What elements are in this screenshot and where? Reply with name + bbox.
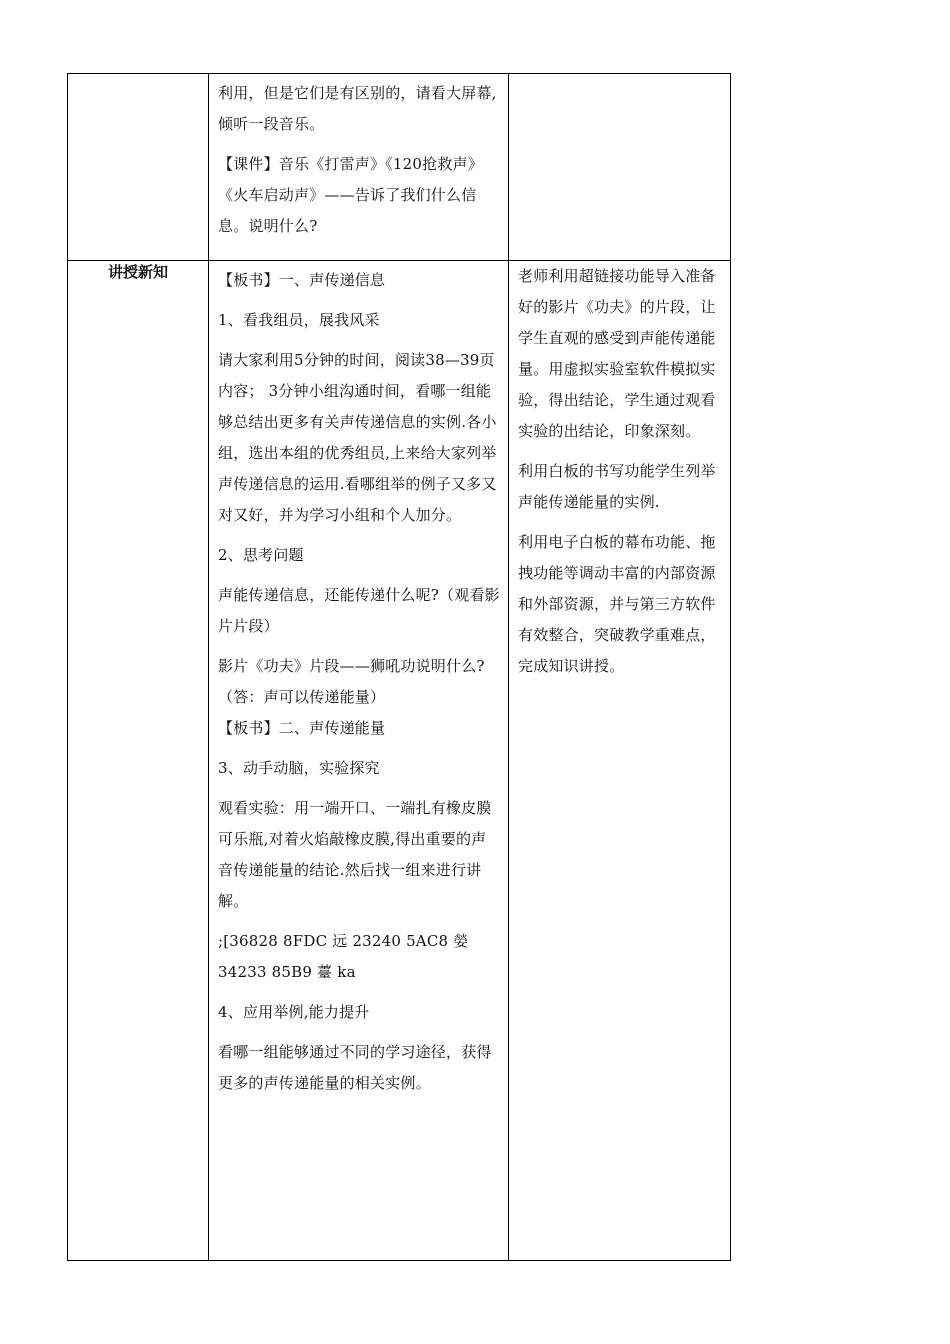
content-paragraph: 请大家利用5分钟的时间，阅读38—39页内容； 3分钟小组沟通时间，看哪一组能够总结出更多有关声传递信息的实例.各小组，选出本组的优秀组员,上来给大家列举声传递信息的运用.看哪组举的例子又多又对又好，并为学习小组和个人加分。 xyxy=(218,351,497,524)
content-paragraph: 【课件】音乐《打雷声》《120抢救声》《火车启动声》——告诉了我们什么信息。说明什么? xyxy=(218,155,483,235)
content-paragraph: 【板书】二、声传递能量 xyxy=(218,719,386,737)
table-row xyxy=(68,261,731,1261)
content-paragraph: 【板书】一、声传递信息 xyxy=(218,271,386,289)
content-paragraph: 2、思考问题 xyxy=(218,546,304,564)
row2-content-cell xyxy=(209,261,509,1261)
notes-paragraph: 利用电子白板的幕布功能、拖拽功能等调动丰富的内部资源和外部资源，并与第三方软件有效整合，突破教学重难点，完成知识讲授。 xyxy=(518,533,716,675)
notes-paragraph: 老师利用超链接功能导入准备好的影片《功夫》的片段，让学生直观的感受到声能传递能量。用虚拟实验室软件模拟实验，得出结论，学生通过观看实验的出结论，印象深刻。 xyxy=(518,267,716,440)
notes-paragraph: 利用白板的书写功能学生列举声能传递能量的实例. xyxy=(518,462,716,511)
content-paragraph: ;[36828 8FDC 远 23240 5AC8 嫈 34233 85B9 薹 ka xyxy=(218,932,469,981)
row1-label-cell xyxy=(68,74,209,261)
content-paragraph: 4、应用举例,能力提升 xyxy=(218,1003,370,1021)
content-paragraph: 3、动手动脑，实验探究 xyxy=(218,759,380,777)
section-label: 讲授新知 xyxy=(68,261,209,1261)
table-row xyxy=(68,74,731,261)
row2-notes-cell xyxy=(509,261,731,1261)
content-paragraph: 声能传递信息，还能传递什么呢?（观看影片片段） xyxy=(218,586,500,635)
row1-notes-cell xyxy=(509,74,731,261)
content-paragraph: 观看实验：用一端开口、一端扎有橡皮膜可乐瓶,对着火焰敲橡皮膜,得出重要的声音传递能量的结论.然后找一组来进行讲解。 xyxy=(218,799,492,910)
content-paragraph: 利用，但是它们是有区别的，请看大屏幕,倾听一段音乐。 xyxy=(218,84,497,133)
content-paragraph: 看哪一组能够通过不同的学习途径，获得更多的声传递能量的相关实例。 xyxy=(218,1043,492,1092)
content-paragraph: 1、看我组员，展我风采 xyxy=(218,311,380,329)
lesson-plan-table xyxy=(67,73,731,1261)
content-paragraph: 影片《功夫》片段——狮吼功说明什么?（答：声可以传递能量） xyxy=(218,657,485,706)
row1-content-cell xyxy=(209,74,509,261)
